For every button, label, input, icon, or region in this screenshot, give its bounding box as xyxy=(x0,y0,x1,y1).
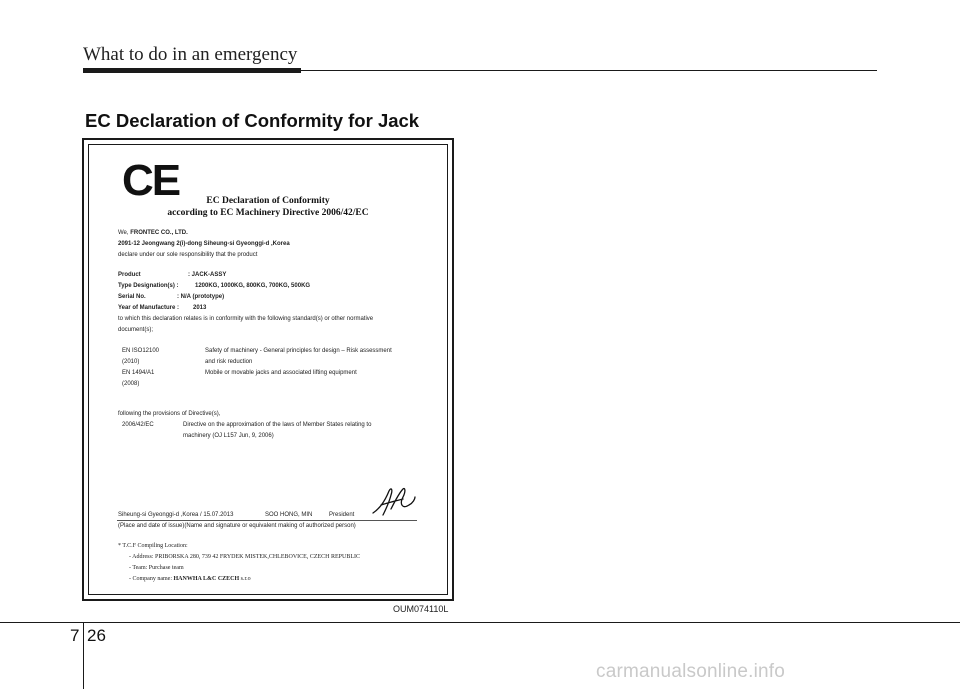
signature-graphic xyxy=(369,483,417,524)
product-value: : JACK-ASSY xyxy=(188,272,227,278)
tcf-address-label: - Address: xyxy=(129,554,154,560)
figure-label: OUM074110L xyxy=(393,604,449,614)
doc-title-line2: according to EC Machinery Directive 2006/42/EC xyxy=(167,208,369,218)
ce-mark-logo: CE xyxy=(122,156,180,205)
serial-label: Serial No. xyxy=(118,294,146,300)
tcf-title: * T.C.F Compiling Location: xyxy=(118,543,188,549)
tcf-address: PRIBORSKA 280, 739 42 FRYDEK MISTEK,CHLEBOVICE, CZECH REPUBLIC xyxy=(155,554,361,560)
tcf-address-line xyxy=(129,554,360,560)
header-rule-thick xyxy=(83,68,301,73)
tcf-company-label: - Company name: xyxy=(129,576,172,582)
tcf-company-suffix: s.r.o xyxy=(240,576,251,582)
signature-line xyxy=(117,520,417,521)
standard-year: (2010) xyxy=(122,359,140,365)
product-label: Product xyxy=(118,272,141,278)
year-value: 2013 xyxy=(193,305,207,311)
directive-code: 2006/42/EC xyxy=(122,422,154,428)
declare-statement: declare under our sole responsibility that the product xyxy=(118,252,258,258)
conformity-line2: document(s); xyxy=(118,327,154,333)
doc-title-line1: EC Declaration of Conformity xyxy=(206,196,330,206)
tcf-company-line xyxy=(129,576,251,582)
declaration-inner-frame xyxy=(88,144,448,595)
standard-desc: Mobile or movable jacks and associated lifting equipment xyxy=(205,370,357,376)
watermark-text: carmanualsonline.info xyxy=(596,661,786,682)
section-title: EC Declaration of Conformity for Jack xyxy=(85,110,420,131)
conformity-line1: to which this declaration relates is in conformity with the following standard(s) or other normative xyxy=(118,316,374,322)
signature-caption: (Place and date of issue)(Name and signature or equivalent making of authorized person) xyxy=(118,523,356,529)
declaration-document xyxy=(82,138,454,601)
page-number: 26 xyxy=(87,626,106,645)
manufacturer-line xyxy=(118,230,188,236)
type-value: 1200KG, 1000KG, 800KG, 700KG, 500KG xyxy=(195,283,311,289)
year-label: Year of Manufacture : xyxy=(118,305,180,311)
chapter-number: 7 xyxy=(70,626,80,645)
header-rule-thin xyxy=(301,70,877,71)
tcf-company: HANWHA L&C CZECH xyxy=(173,576,240,582)
standard-desc-cont: and risk reduction xyxy=(205,359,253,365)
company-name: FRONTEC CO., LTD. xyxy=(130,230,188,236)
serial-value: : N/A (prototype) xyxy=(177,294,225,300)
standard-desc: Safety of machinery - General principles for design – Risk assessment xyxy=(205,348,392,354)
signer-name: SOO HONG, MIN xyxy=(265,512,313,518)
type-label: Type Designation(s) : xyxy=(118,283,179,289)
provisions-intro: following the provisions of Directive(s), xyxy=(118,411,221,417)
page-header-title: What to do in an emergency xyxy=(83,44,298,65)
tcf-team: - Team: Purchase team xyxy=(129,565,184,571)
directive-desc-cont: machinery (OJ L157 Jun, 9, 2006) xyxy=(183,433,274,439)
standard-code: EN 1494/A1 xyxy=(122,370,155,376)
footer-divider xyxy=(83,622,84,689)
directive-desc: Directive on the approximation of the laws of Member States relating to xyxy=(183,422,372,428)
we-prefix: We, xyxy=(118,230,129,236)
footer-rule xyxy=(0,622,960,623)
sign-place-date: Siheung-si Gyeonggi-d ,Korea / 15.07.2013 xyxy=(118,512,234,518)
standard-year: (2008) xyxy=(122,381,140,387)
company-address: 2091-12 Jeongwang 2(i)-dong Siheung-si Gyeonggi-d ,Korea xyxy=(118,241,290,247)
signer-title: President xyxy=(329,512,355,518)
standard-code: EN ISO12100 xyxy=(122,348,160,354)
